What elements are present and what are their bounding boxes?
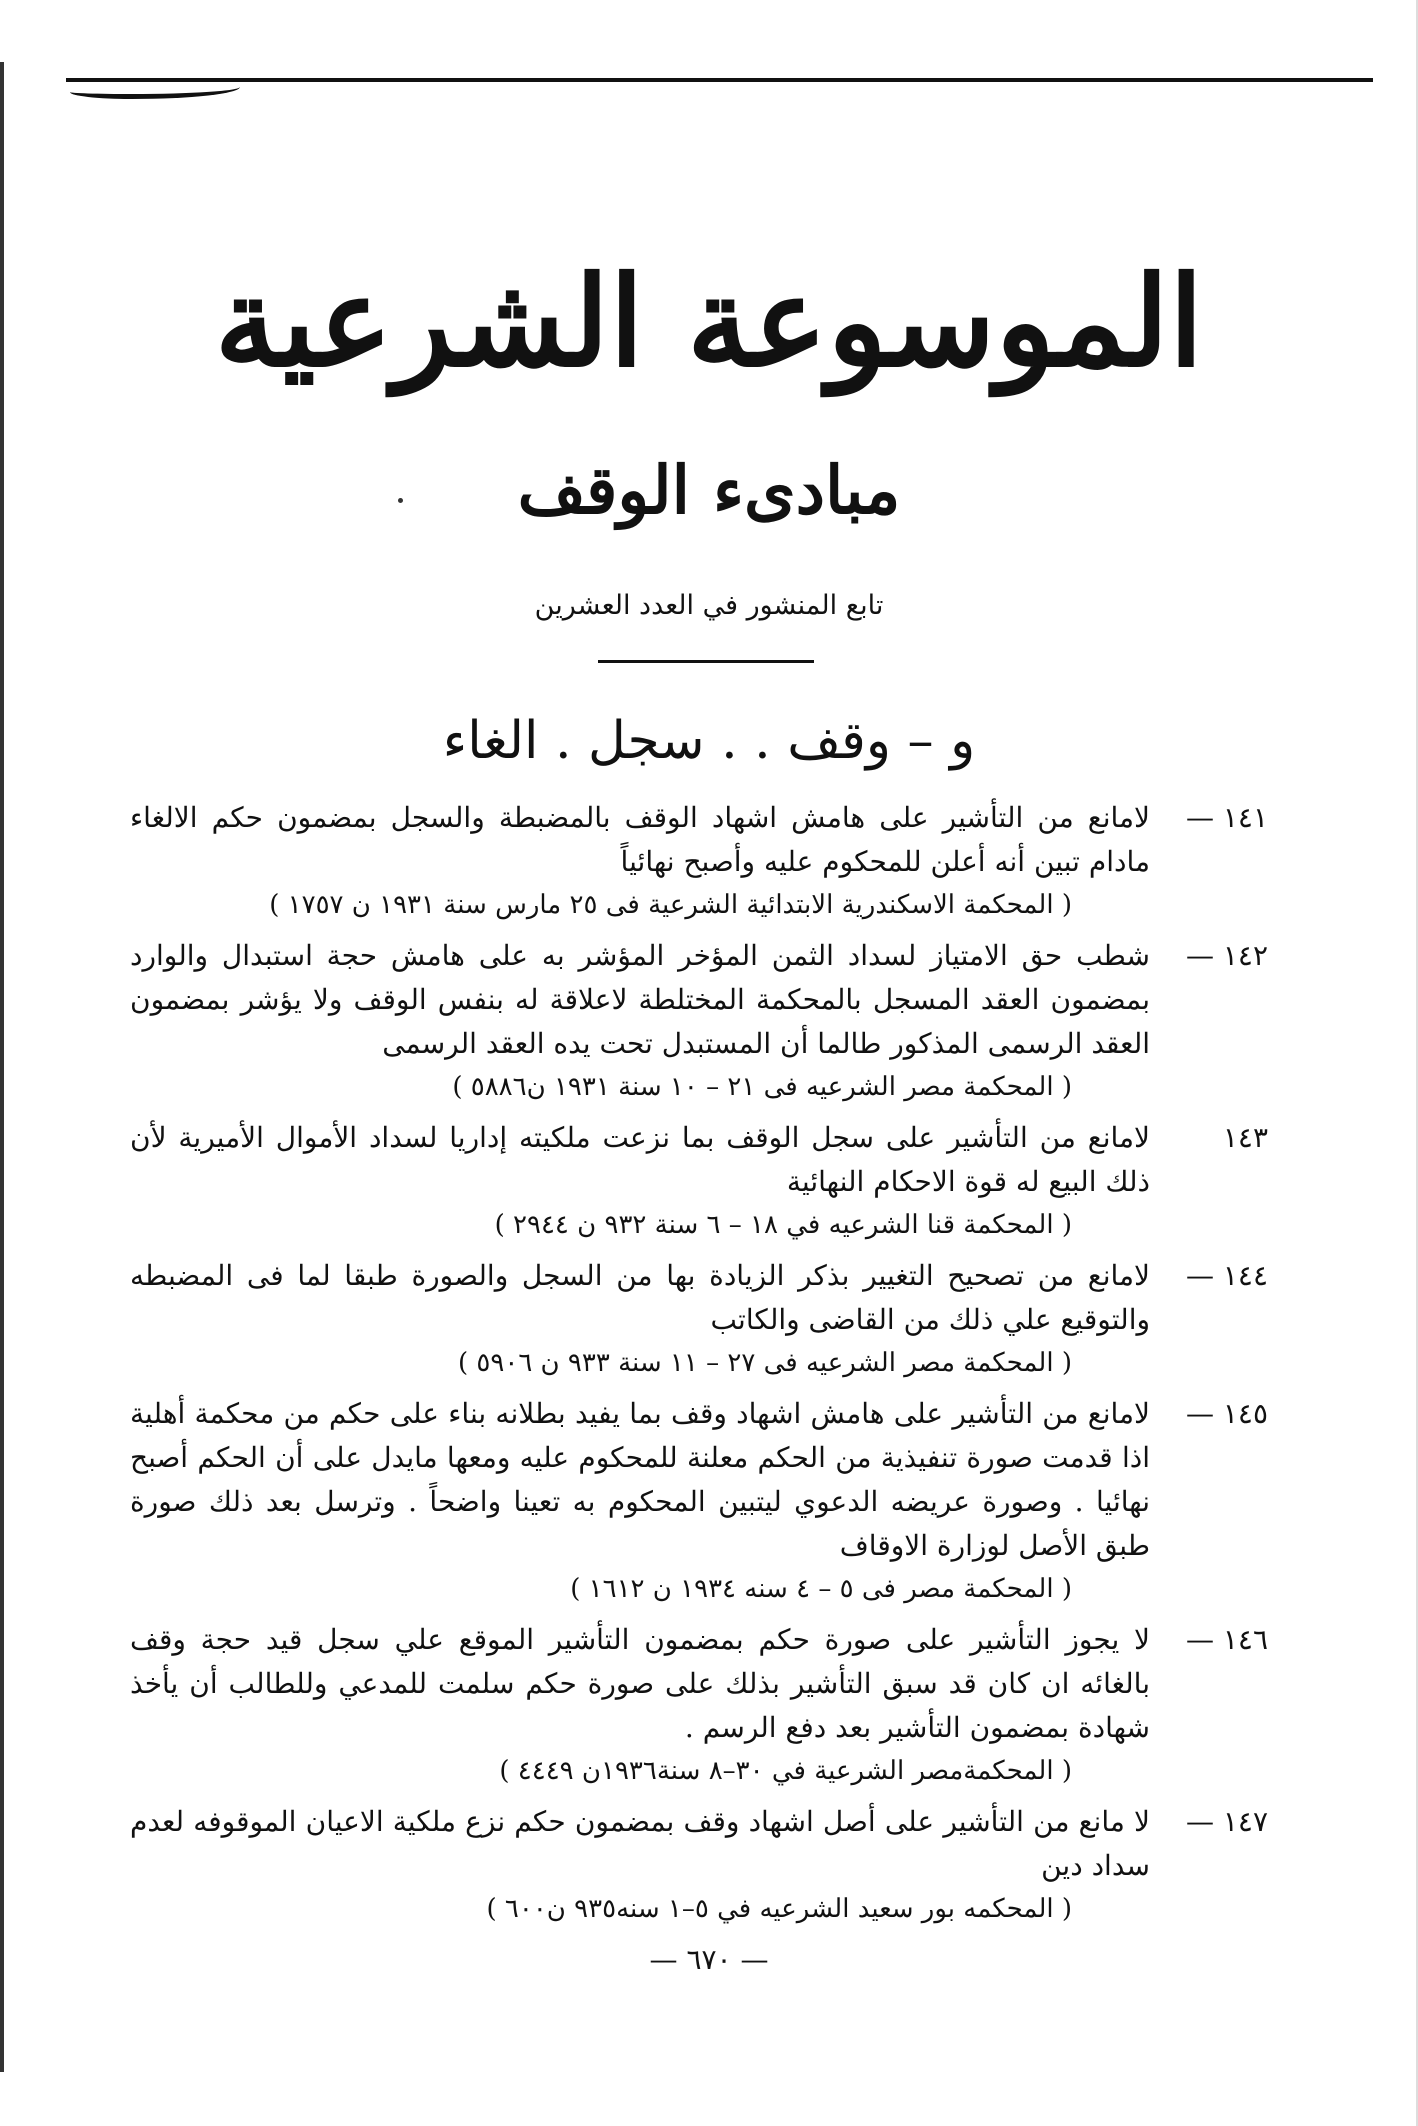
- continuation-note: تابع المنشور في العدد العشرين: [534, 590, 884, 621]
- entry-number: ١٤٧ —: [1185, 1805, 1268, 1838]
- entry-text: لا مانع من التأشير على أصل اشهاد وقف بمضمون حكم نزع ملكية الاعيان الموقوفه لعدم سداد دين: [130, 1805, 1150, 1882]
- top-rule: [66, 78, 1373, 82]
- top-rule-ornament: [70, 80, 240, 99]
- entry-source: ( المحكمة قنا الشرعيه في ١٨ – ٦ سنة ٩٣٢ ن ٢٩٤٤ ): [494, 1210, 1072, 1240]
- page-subtitle: مبادىء الوقف: [517, 451, 901, 529]
- entry-body: [130, 1800, 1268, 1888]
- entry-text: لامانع من التأشير على هامش اشهاد وقف بما يفيد بطلانه بناء على حكم من محكمة أهلية اذا قدمت صورة تنفيذية من الحكم معلنة للمحكوم عليه ومعها مايدل على أن الحكم أصبح نهائيا . وصورة عريضه الدعوي ليتبين المحكوم به تعينا واضحاً . وترسل بعد ذلك صورة طبق الأصل لوزارة الاوقاف: [130, 1397, 1150, 1562]
- entry-text: لامانع من تصحيح التغيير بذكر الزيادة بها من السجل والصورة طبقا لما فى المضبطه والتوقيع علي ذلك من القاضى والكاتب: [130, 1259, 1150, 1336]
- list-item: [130, 1618, 1268, 1792]
- section-divider: [598, 660, 814, 663]
- entry-text: لا يجوز التأشير على صورة حكم بمضمون التأشير الموقع علي سجل قيد حجة وقف بالغائه ان كان قد سبق التأشير بذلك على صورة حكم سلمت للمدعي وللطالب أن يأخذ شهادة بمضمون التأشير بعد دفع الرسم .: [130, 1623, 1150, 1744]
- entry-source: ( المحكمة مصر فى ٥ – ٤ سنه ١٩٣٤ ن ١٦١٢ ): [570, 1574, 1072, 1604]
- entry-source: ( المحكمه بور سعيد الشرعيه في ٥–١ سنه٩٣٥ ن٦٠٠ ): [486, 1894, 1072, 1924]
- entry-text: لامانع من التأشير على هامش اشهاد الوقف بالمضبطة والسجل بمضمون حكم الالغاء مادام تبين أنه أعلن للمحكوم عليه وأصبح نهائياً: [130, 801, 1150, 878]
- entry-source: ( المحكمة مصر الشرعيه فى ٢١ – ١٠ سنة ١٩٣١ ن٥٨٨٦ ): [452, 1072, 1072, 1102]
- page-number: — ٦٧٠ —: [649, 1943, 769, 1976]
- list-item: [130, 934, 1268, 1108]
- entry-body: [130, 1116, 1268, 1204]
- entry-body: [130, 1618, 1268, 1750]
- entry-source: ( المحكمةمصر الشرعية في ٣٠–٨ سنة١٩٣٦ن ٤٤٤٩ ): [499, 1756, 1072, 1786]
- entry-source: ( المحكمة الاسكندرية الابتدائية الشرعية فى ٢٥ مارس سنة ١٩٣١ ن ١٧٥٧ ): [269, 890, 1072, 920]
- entry-body: [130, 934, 1268, 1066]
- entry-number: ١٤٦ —: [1185, 1623, 1268, 1656]
- list-item: [130, 1800, 1268, 1930]
- entries-list: [130, 796, 1268, 1938]
- entry-source: ( المحكمة مصر الشرعيه فى ٢٧ – ١١ سنة ٩٣٣ ن ٥٩٠٦ ): [458, 1348, 1072, 1378]
- entry-text: لامانع من التأشير على سجل الوقف بما نزعت ملكيته إداريا لسداد الأموال الأميرية لأن ذلك البيع له قوة الاحكام النهائية: [130, 1121, 1150, 1198]
- entry-number: ١٤١ —: [1185, 801, 1268, 834]
- entry-body: [130, 1254, 1268, 1342]
- entry-number: ١٤٢ —: [1185, 939, 1268, 972]
- entry-number: ١٤٥ —: [1185, 1397, 1268, 1430]
- page-title: الموسوعة الشرعية: [214, 250, 1204, 395]
- entry-number: ١٤٤ —: [1185, 1259, 1268, 1292]
- entry-body: [130, 1392, 1268, 1568]
- section-heading: و – وقف . . سجل . الغاء: [442, 711, 976, 771]
- entry-number: ١٤٣: [1222, 1121, 1268, 1154]
- entry-body: [130, 796, 1268, 884]
- list-item: [130, 1254, 1268, 1384]
- list-item: [130, 796, 1268, 926]
- list-item: [130, 1116, 1268, 1246]
- list-item: [130, 1392, 1268, 1610]
- ink-dot: [398, 498, 403, 503]
- entry-text: شطب حق الامتياز لسداد الثمن المؤخر المؤشر به على هامش حجة استبدال والوارد بمضمون العقد المسجل بالمحكمة المختلطة لاعلاقة له بنفس الوقف ولا يؤشر بمضمون العقد الرسمى المذكور طالما أن المستبدل تحت يده العقد الرسمى: [130, 939, 1150, 1060]
